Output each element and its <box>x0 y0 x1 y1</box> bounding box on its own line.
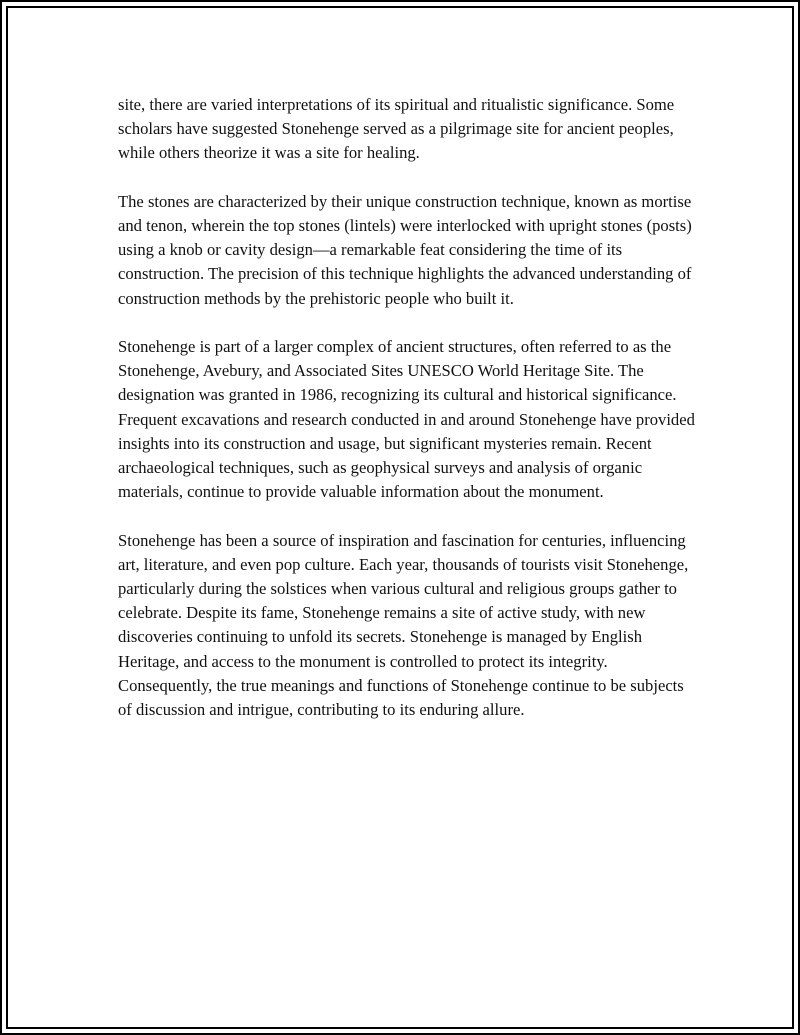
paragraph-world-heritage-site: Stonehenge is part of a larger complex of ancient structures, often referred to as the Stonehenge, Avebury, and Associated Sites UNESCO World Heritage Site. The designation was granted in 1986, recognizing its cultural and historical significance. Frequent excavations and research conducted in and around Stonehenge have provided insights into its construction and usage, but significant mysteries remain. Recent archaeological techniques, such as geophysical surveys and analysis of organic materials, continue to provide valuable information about the monument. <box>118 337 695 502</box>
paragraph-cultural-influence: Stonehenge has been a source of inspiration and fascination for centuries, influencing art, literature, and even pop culture. Each year, thousands of tourists visit Stonehenge, particularly during the solstices when various cultural and religious groups gather to celebrate. Despite its fame, Stonehenge remains a site of active study, with new discoveries continuing to unfold its secrets. Stonehenge is managed by English Heritage, and access to the monument is controlled to protect its integrity. Consequently, the true meanings and functions of Stonehenge continue to be subjects of discussion and intrigue, contributing to its enduring allure. <box>118 530 689 720</box>
paragraph-construction-technique: The stones are characterized by their unique construction technique, known as mortise and tenon, wherein the top stones (lintels) were interlocked with upright stones (posts) using a knob or cavity design—a remarkable feat considering the time of its construction. The precision of this technique highlights the advanced understanding of construction methods by the prehistoric people who built it. <box>118 191 692 308</box>
document-body <box>118 93 698 722</box>
paragraph-spiritual-significance: site, there are varied interpretations of its spiritual and ritualistic significance. Some scholars have suggested Stonehenge served as a pilgrimage site for ancient peoples, while others theorize it was a site for healing. <box>118 95 675 163</box>
